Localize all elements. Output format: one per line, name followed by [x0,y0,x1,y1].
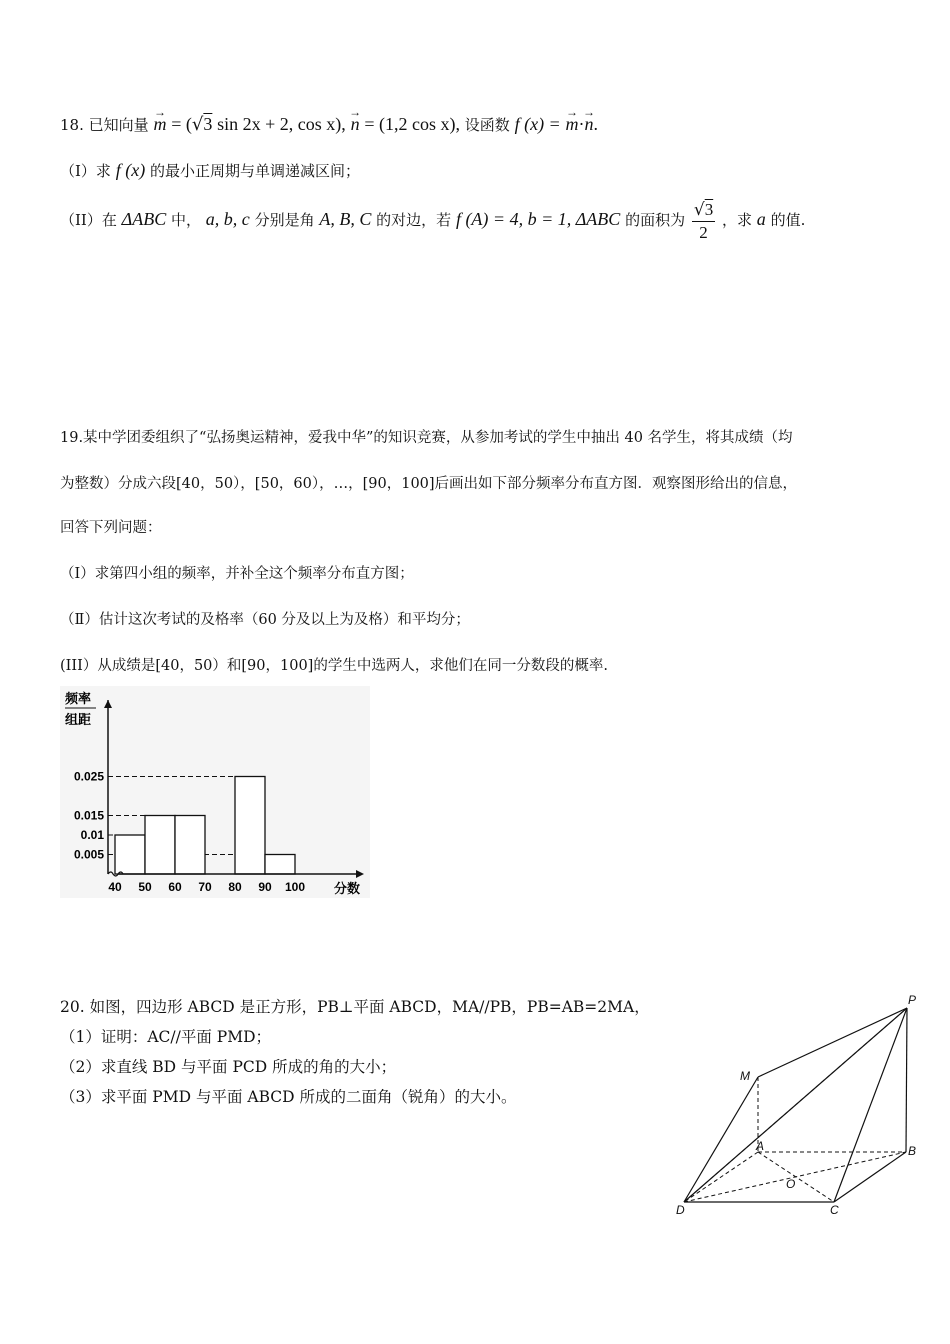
sqrt3: 3 [203,114,213,134]
q18-t1: 中， [170,211,201,229]
x-tick-40: 40 [108,880,122,894]
q19-part3: (III）从成绩是[40，50）和[90，100]的学生中选两人，求他们在同一分数段的概率. [60,658,608,674]
q18-triangle: ΔABC [121,209,167,229]
label-A: A [756,1139,765,1153]
x-tick-50: 50 [138,880,152,894]
y-tick-0.01: 0.01 [80,828,104,842]
label-O: O [786,1177,796,1191]
ylabel-bottom: 组距 [65,712,92,727]
bar-50-60 [145,816,175,875]
area-fraction [692,199,715,244]
m-expr-rest: sin 2x + 2, cos x), [217,114,346,134]
f-expr: f (x) = [514,114,561,134]
edge-CB [834,1152,906,1202]
q18-part1-label: （I）求 [60,162,111,180]
xlabel: 分数 [334,881,361,896]
q19-line2: 为整数）分成六段[40，50），[50，60），…，[90，100]后画出如下部分频率分布直方图．观察图形给出的信息， [60,476,798,492]
q20-part2: （2）求直线 BD 与平面 PCD 所成的角的大小； [60,1058,397,1076]
chart-background [60,686,370,898]
q18-part2-label: （II）在 [60,211,117,229]
q20-part1: （1）证明：AC//平面 PMD； [60,1028,272,1046]
vector-m-dot: → m [565,114,578,134]
vector-n: → n [351,114,360,134]
x-tick-70: 70 [198,880,212,894]
q18-statement [60,114,598,135]
frequency-histogram [60,686,370,898]
edge-PB [906,1008,907,1152]
y-tick-0.005: 0.005 [73,847,104,862]
vector-n-dot: → n [584,114,593,134]
q18-abc: a, b, c [205,209,250,229]
bar-90-100 [265,855,295,875]
q18-part1-text: 的最小正周期与单调递减区间； [149,162,360,180]
q18-number: 18. [60,116,84,134]
bar-40-50 [115,835,145,874]
bar-60-70 [175,816,205,875]
x-tick-100: 100 [284,880,306,894]
ylabel-top: 频率 [65,691,92,706]
n-expr: = (1,2 cos x), [364,114,460,134]
sqrt-icon: √ [693,199,705,220]
frac-den: 2 [699,222,708,242]
x-tick-80: 80 [228,880,242,894]
y-tick-0.015: 0.015 [73,808,104,823]
q18-intro: 已知向量 [88,116,149,134]
dot-sep: · [578,114,585,134]
q18-angles: A, B, C [319,209,372,229]
label-P: P [908,993,917,1007]
q18-part1 [60,160,360,181]
q18-a: a [756,209,766,229]
q20-line1: 20. 如图，四边形 ABCD 是正方形，PB⊥平面 ABCD，MA//PB，PB=AB=2MA， [60,998,650,1016]
edge-AD [684,1152,758,1202]
frac-num: 3 [704,199,714,219]
label-B: B [908,1144,917,1158]
period: . [593,114,598,134]
pyramid-figure [670,990,930,1220]
q19-part1: （Ⅰ）求第四小组的频率，并补全这个频率分布直方图； [60,566,414,582]
sqrt-icon: √ [191,114,204,135]
q19-line1: 19.某中学团委组织了“弘扬奥运精神，爱我中华”的知识竞赛，从参加考试的学生中抽出 40 名学生，将其成绩（均 [60,430,793,446]
label-M: M [740,1069,750,1083]
y-tick-0.025: 0.025 [73,769,104,784]
m-expr-open: = ( [171,114,192,134]
q18-t4: 的面积为 [625,211,686,229]
q19-line3: 回答下列问题： [60,520,162,536]
q18-t6: 的值. [770,211,806,229]
q20-part3: （3）求平面 PMD 与平面 ABCD 所成的二面角（锐角）的大小。 [60,1088,517,1106]
edge-MD [684,1077,758,1202]
x-tick-90: 90 [258,880,272,894]
label-C: C [830,1203,839,1217]
q18-part1-fx: f (x) [115,160,146,180]
q18-t5: ，求 [721,211,752,229]
q18-define: 设函数 [464,116,510,134]
q18-part2 [60,197,805,244]
bar-80-90 [235,777,265,875]
q19-part2: （Ⅱ）估计这次考试的及格率（60 分及以上为及格）和平均分； [60,612,470,628]
x-tick-60: 60 [168,880,182,894]
label-D: D [676,1203,685,1217]
q18-condition: f (A) = 4, b = 1, ΔABC [455,209,621,229]
q18-t2: 分别是角 [254,211,315,229]
vector-m: → m [153,114,166,134]
q18-t3: 的对边，若 [376,211,452,229]
